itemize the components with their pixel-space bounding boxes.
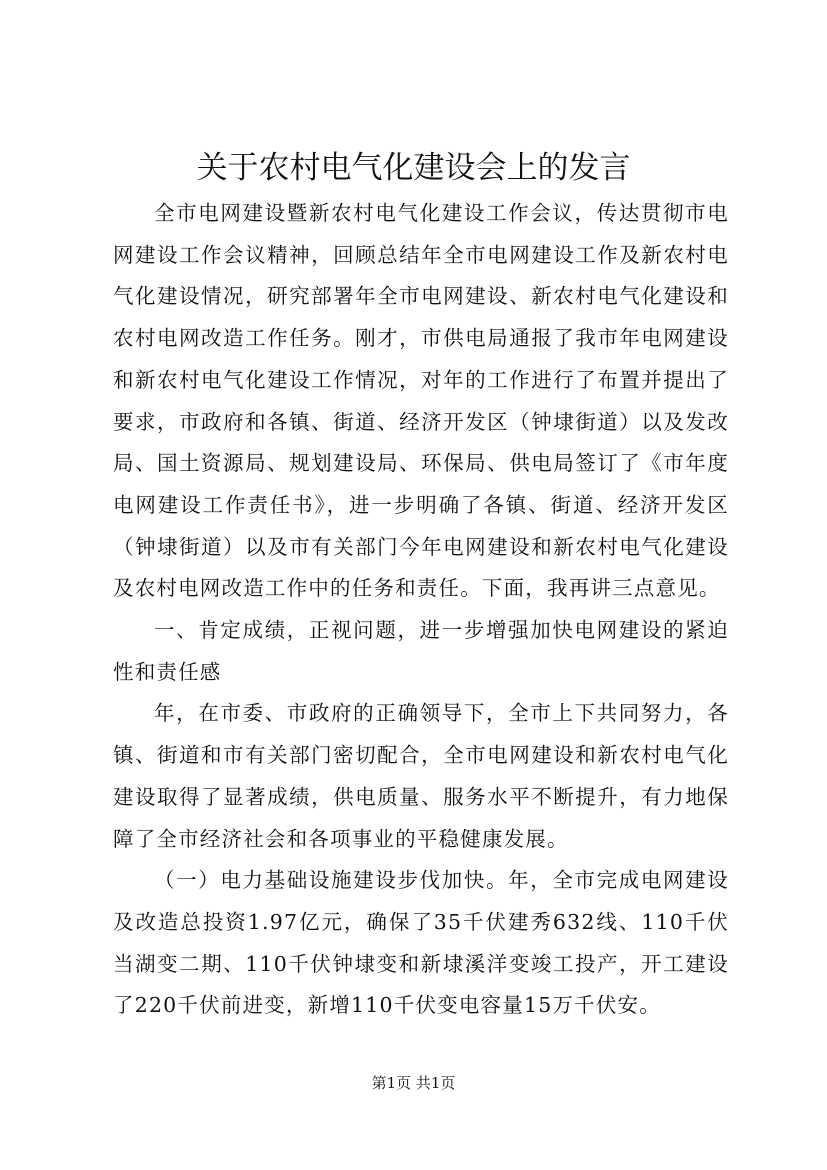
document-body	[113, 193, 729, 1027]
paragraph-intro: 全市电网建设暨新农村电气化建设工作会议，传达贯彻市电网建设工作会议精神，回顾总结年全市电网建设工作及新农村电气化建设情况，研究部署年全市电网建设、新农村电气化建设和农村电网改造工作任务。刚才，市供电局通报了我市年电网建设和新农村电气化建设工作情况，对年的工作进行了布置并提出了要求，市政府和各镇、街道、经济开发区（钟埭街道）以及发改局、国土资源局、规划建设局、环保局、供电局签订了《市年度电网建设工作责任书》，进一步明确了各镇、街道、经济开发区（钟埭街道）以及市有关部门今年电网建设和新农村电气化建设及农村电网改造工作中的任务和责任。下面，我再讲三点意见。	[113, 201, 729, 601]
paragraph-achievements: 年，在市委、市政府的正确领导下，全市上下共同努力，各镇、街道和市有关部门密切配合，全市电网建设和新农村电气化建设取得了显著成绩，供电质量、服务水平不断提升，有力地保障了全市经济社会和各项事业的平稳健康发展。	[113, 701, 729, 851]
page-number-footer: 第1页 共1页	[371, 1074, 456, 1092]
section-heading-1: 一、肯定成绩，正视问题，进一步增强加快电网建设的紧迫性和责任感	[113, 618, 729, 684]
paragraph-infrastructure: （一）电力基础设施建设步伐加快。年，全市完成电网建设及改造总投资1.97亿元，确保了35千伏建秀632线、110千伏当湖变二期、110千伏钟埭变和新埭溪洋变竣工投产，开工建设了220千伏前进变，新增110千伏变电容量15万千伏安。	[113, 868, 729, 1018]
document-title: 关于农村电气化建设会上的发言	[196, 150, 631, 186]
